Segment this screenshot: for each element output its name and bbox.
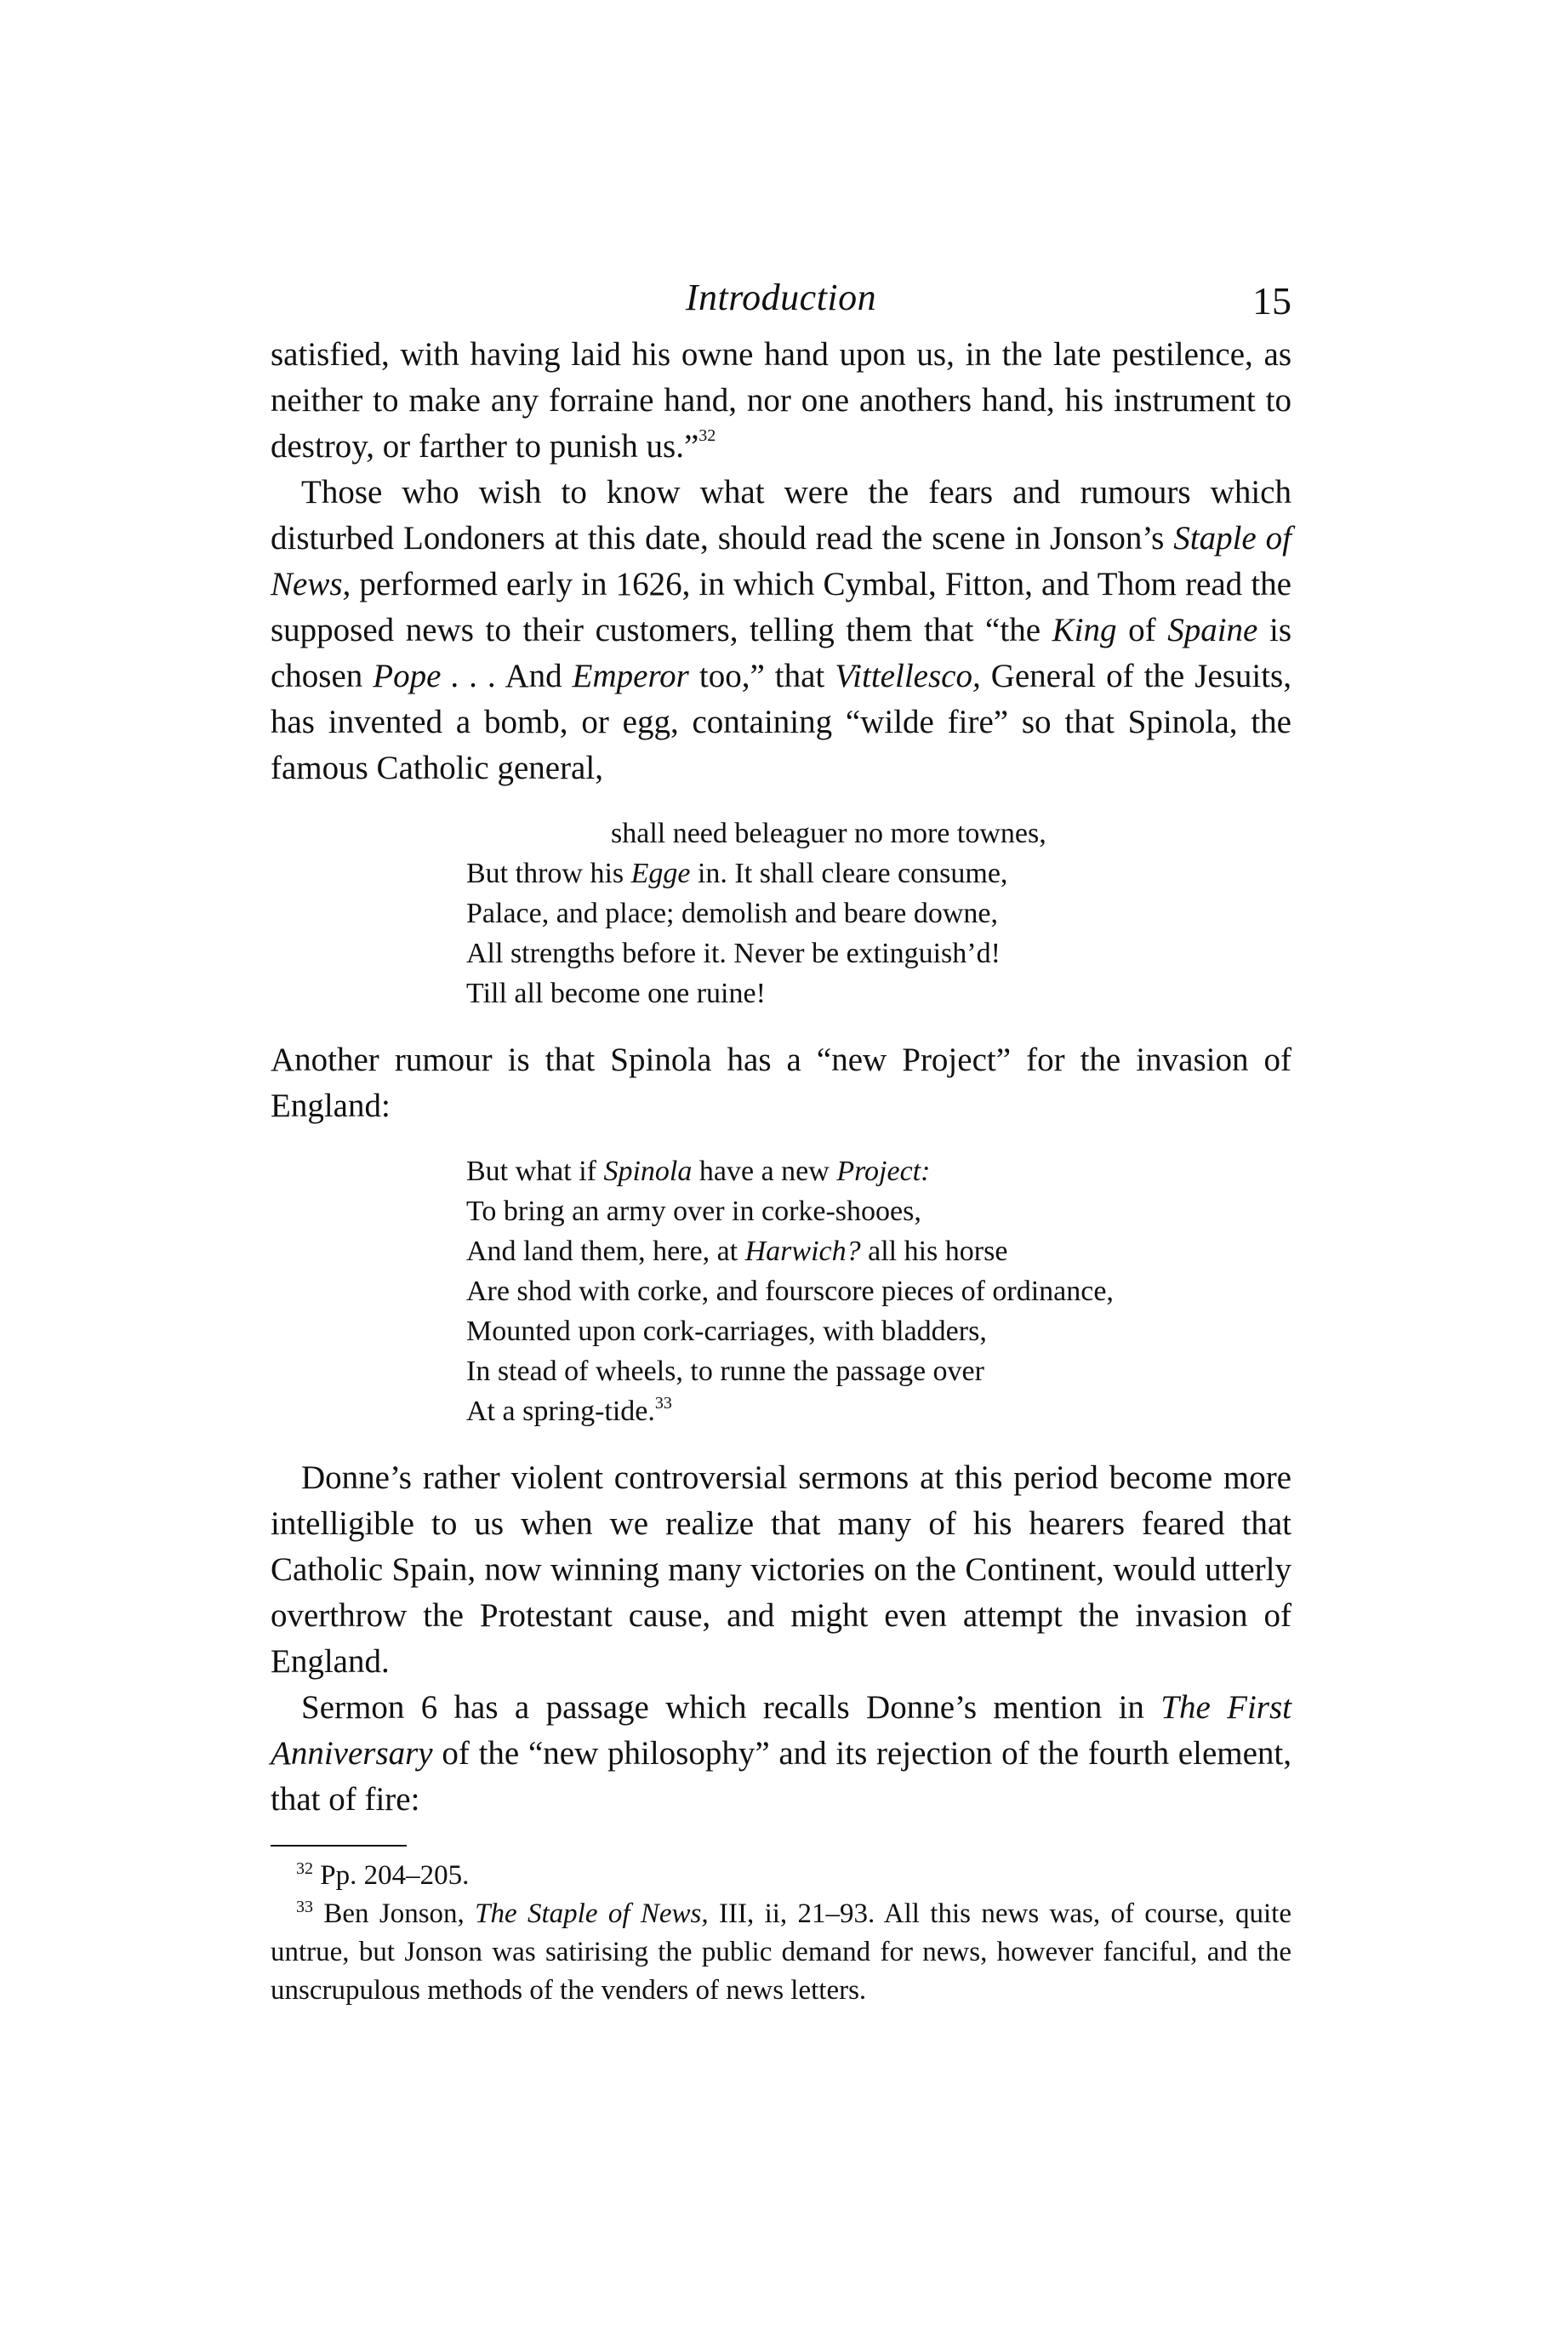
verse-line: shall need beleaguer no more townes, bbox=[611, 818, 1046, 849]
footnote-marker: 32 bbox=[296, 1859, 313, 1878]
text-run: Those who wish to know what were the fears and rumours which disturbed Londoners at this date, should read the scene in Jonson’s bbox=[271, 474, 1291, 557]
footnote-text: Pp. 204–205. bbox=[313, 1860, 470, 1891]
text-run: And land them, here, at bbox=[466, 1236, 745, 1267]
italic-title: The First Anniversary bbox=[271, 1689, 1291, 1772]
verse-line bbox=[466, 1231, 1291, 1271]
verse-quotation-egge bbox=[271, 813, 1291, 1013]
text-run: is chosen bbox=[271, 612, 1292, 694]
verse-line: Till all become one ruine! bbox=[466, 978, 766, 1009]
italic-word: Emperor bbox=[572, 658, 689, 694]
footnote-32 bbox=[271, 1857, 1291, 1895]
italic-word: Spinola bbox=[603, 1156, 693, 1187]
verse-quotation-project bbox=[271, 1151, 1291, 1431]
footnote-text: Ben Jonson, bbox=[313, 1898, 476, 1929]
italic-word: Vittellesco, bbox=[835, 658, 981, 694]
italic-word: King bbox=[1052, 612, 1117, 648]
text-run: And bbox=[496, 658, 573, 694]
italic-word: Project: bbox=[836, 1156, 931, 1187]
verse-line: In stead of wheels, to runne the passage over bbox=[466, 1356, 984, 1387]
text-run: But what if bbox=[466, 1156, 604, 1187]
running-head bbox=[271, 272, 1291, 332]
italic-title: The Staple of News, bbox=[475, 1898, 709, 1929]
verse-line bbox=[466, 853, 1291, 893]
footnote-marker: 33 bbox=[296, 1898, 313, 1916]
verse-line bbox=[466, 1391, 1291, 1431]
verse-line: All strengths before it. Never be extinguish’d! bbox=[466, 938, 1001, 969]
text-run: At a spring-tide. bbox=[466, 1396, 655, 1427]
text-run: Sermon 6 has a passage which recalls Donne’s mention in bbox=[301, 1689, 1161, 1726]
footnote-reference: 32 bbox=[698, 426, 716, 445]
footnote-reference: 33 bbox=[654, 1394, 672, 1413]
footnote-text: III, ii, 21–93. All this news was, of course, quite untrue, but Jonson was satirising the public demand for news, however fanciful, and the unscrupulous methods of the venders of news letters. bbox=[271, 1898, 1291, 2006]
text-run: too,” that bbox=[688, 658, 835, 694]
text-run: But throw his bbox=[466, 858, 631, 889]
italic-title: Staple of News, bbox=[271, 520, 1291, 602]
paragraph-jonson bbox=[271, 470, 1291, 791]
main-text bbox=[271, 332, 1291, 1823]
verse-line: Are shod with corke, and fourscore pieces of ordinance, bbox=[466, 1276, 1114, 1307]
paragraph-donne-sermons: Donne’s rather violent controversial sermons at this period become more intelligible to us when we realize that many of his hearers feared that Catholic Spain, now winning many victories on the Continent, would utterly overthrow the Protestant cause, and might even attempt the invasion of England. bbox=[271, 1459, 1291, 1680]
text-run: in. It shall cleare consume, bbox=[690, 858, 1008, 889]
verse-line: To bring an army over in corke-shooes, bbox=[466, 1196, 921, 1227]
paragraph-sermon-6 bbox=[271, 1685, 1291, 1823]
running-title: Introduction bbox=[685, 277, 877, 318]
text-run: have a new bbox=[692, 1156, 837, 1187]
text-run: all his horse bbox=[860, 1236, 1008, 1267]
text-run: of the “new philosophy” and its rejection of the fourth element, that of fire: bbox=[271, 1735, 1291, 1818]
footnote-33 bbox=[271, 1895, 1291, 2010]
italic-word: Pope . . . bbox=[373, 658, 497, 694]
italic-word: Egge bbox=[630, 858, 691, 889]
paragraph-continued bbox=[271, 332, 1291, 470]
text-run: General of the Jesuits, has invented a bomb, or egg, containing “wilde fire” so that Spinola, the famous Catholic general, bbox=[271, 658, 1291, 786]
paragraph-text: satisfied, with having laid his owne hand upon us, in the late pestilence, as neither to make any forraine hand, nor one anothers hand, his instrument to destroy, or farther to punish us.” bbox=[271, 336, 1291, 465]
italic-word: Spaine bbox=[1167, 612, 1258, 648]
verse-line bbox=[466, 1151, 1291, 1191]
text-run: of bbox=[1116, 612, 1168, 648]
book-page bbox=[271, 272, 1291, 2010]
paragraph-rumour: Another rumour is that Spinola has a “new Project” for the invasion of England: bbox=[271, 1042, 1291, 1124]
italic-word: Harwich? bbox=[744, 1236, 861, 1267]
verse-line: Palace, and place; demolish and beare downe, bbox=[466, 898, 998, 929]
page-number: 15 bbox=[1252, 279, 1291, 323]
footnote-divider bbox=[271, 1845, 407, 1847]
text-run: performed early in 1626, in which Cymbal, Fitton, and Thom read the supposed news to their customers, telling them that “the bbox=[271, 566, 1291, 648]
verse-line: Mounted upon cork-carriages, with bladders, bbox=[466, 1316, 987, 1347]
footnotes bbox=[271, 1857, 1291, 2010]
